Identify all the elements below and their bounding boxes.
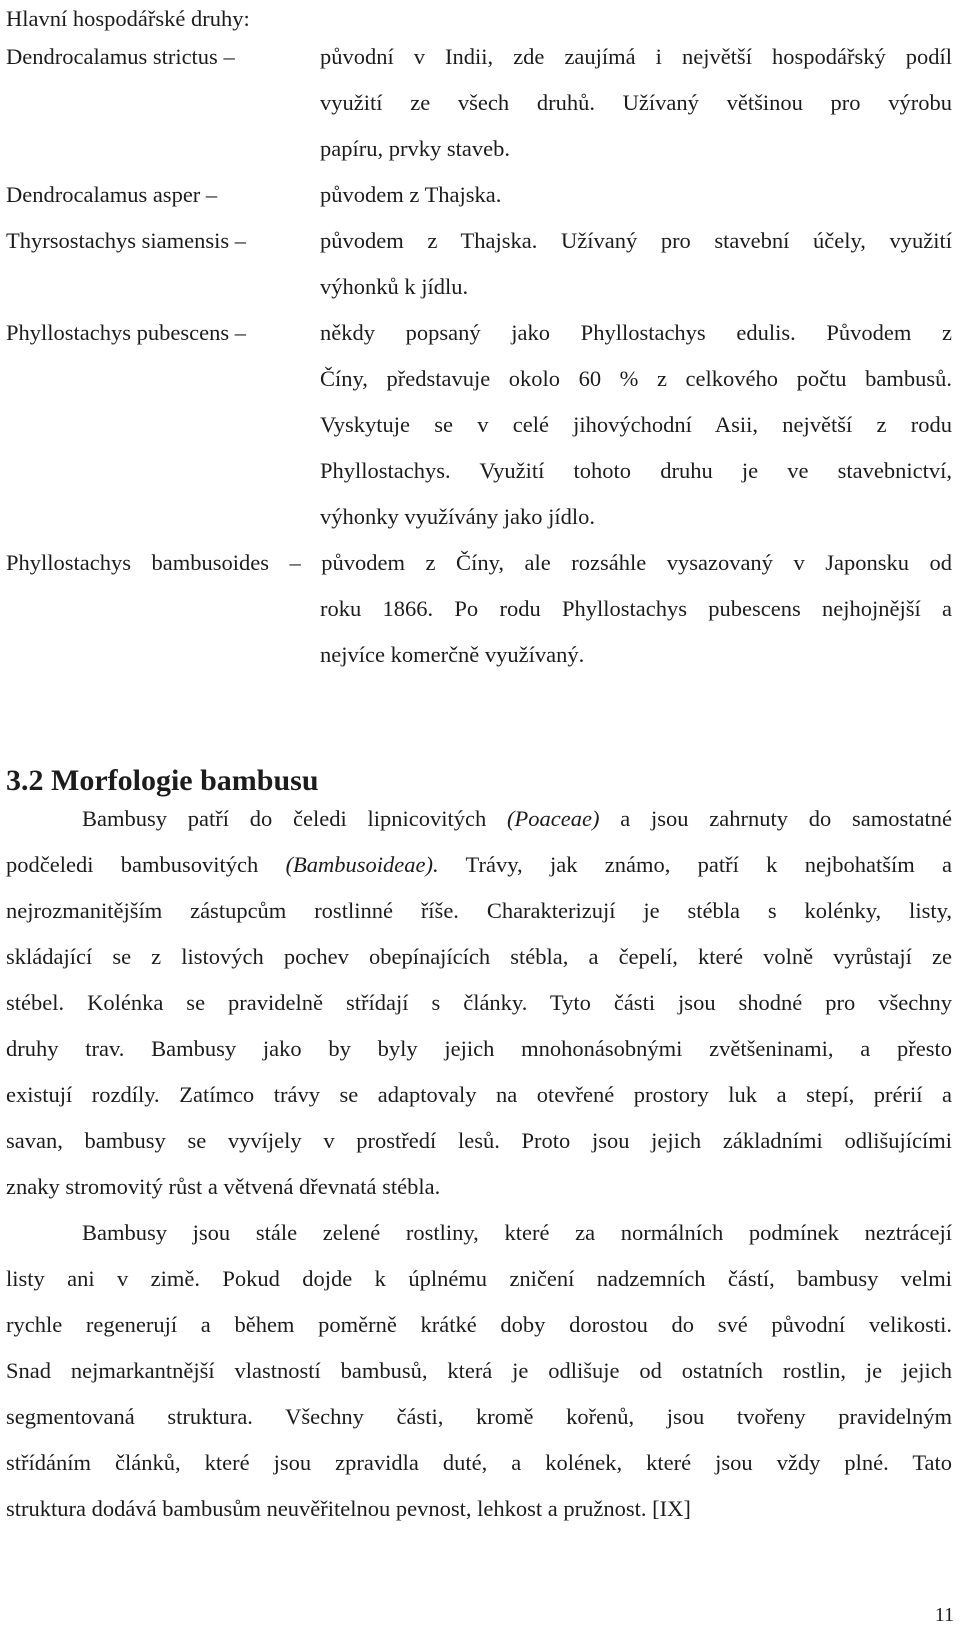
species-description-line: Číny, představuje okolo 60 % z celkového počtu bambusů. <box>320 366 952 391</box>
species-name: Thyrsostachys siamensis – <box>6 228 246 253</box>
section-heading: 3.2 Morfologie bambusu <box>6 764 319 797</box>
species-name: Dendrocalamus asper – <box>6 182 218 207</box>
text-run: a jsou zahrnuty do samostatné <box>599 806 952 831</box>
species-name-with-description: Phyllostachys bambusoides – původem z Číny, ale rozsáhle vysazovaný v Japonsku od <box>6 550 952 575</box>
species-description-line: původní v Indii, zde zaujímá i největší hospodářský podíl <box>320 44 952 69</box>
text-run: podčeledi bambusovitých <box>6 852 286 877</box>
paragraph-line: nejrozmanitějším zástupcům rostlinné říše. Charakterizují je stébla s kolénky, listy, <box>6 898 952 923</box>
species-description-line: nejvíce komerčně využívaný. <box>320 642 585 667</box>
list-heading: Hlavní hospodářské druhy: <box>6 6 250 31</box>
paragraph-line <box>82 806 952 832</box>
species-name: Phyllostachys pubescens – <box>6 320 246 345</box>
paragraph-line: savan, bambusy se vyvíjely v prostředí lesů. Proto jsou jejich základními odlišujícími <box>6 1128 952 1153</box>
species-description-line: roku 1866. Po rodu Phyllostachys pubescens nejhojnější a <box>320 596 952 621</box>
text-run: Trávy, jak známo, patří k nejbohatším a <box>438 852 952 877</box>
species-description-line: někdy popsaný jako Phyllostachys edulis. Původem z <box>320 320 952 345</box>
paragraph-line: Bambusy jsou stále zelené rostliny, které za normálních podmínek neztrácejí <box>82 1220 952 1245</box>
species-description-line: výhonků k jídlu. <box>320 274 469 299</box>
paragraph-line: segmentovaná struktura. Všechny části, kromě kořenů, jsou tvořeny pravidelným <box>6 1404 952 1429</box>
italic-term: (Bambusoideae). <box>285 852 439 877</box>
species-name: Dendrocalamus strictus – <box>6 44 235 69</box>
species-description-line: využití ze všech druhů. Užívaný většinou pro výrobu <box>320 90 952 115</box>
paragraph-line: druhy trav. Bambusy jako by byly jejich mnohonásobnými zvětšeninami, a přesto <box>6 1036 952 1061</box>
paragraph-line: stébel. Kolénka se pravidelně střídají s články. Tyto části jsou shodné pro všechny <box>6 990 952 1015</box>
species-description-line: původem z Thajska. <box>320 182 502 207</box>
species-description-line: výhonky využívány jako jídlo. <box>320 504 595 529</box>
paragraph-line: existují rozdíly. Zatímco trávy se adaptovaly na otevřené prostory luk a stepí, prérií a <box>6 1082 952 1107</box>
paragraph-line: střídáním článků, které jsou zpravidla duté, a kolének, které jsou vždy plné. Tato <box>6 1450 952 1475</box>
paragraph-line: znaky stromovitý růst a větvená dřevnatá stébla. <box>6 1174 441 1199</box>
paragraph-line: skládající se z listových pochev obepínajících stébla, a čepelí, které volně vyrůstají ze <box>6 944 952 969</box>
species-description-line: Vyskytuje se v celé jihovýchodní Asii, největší z rodu <box>320 412 952 437</box>
paragraph-line: struktura dodává bambusům neuvěřitelnou pevnost, lehkost a pružnost. [IX] <box>6 1496 691 1521</box>
species-description-line: Phyllostachys. Využití tohoto druhu je ve stavebnictví, <box>320 458 952 483</box>
paragraph-line: Snad nejmarkantnější vlastností bambusů, která je odlišuje od ostatních rostlin, je jejich <box>6 1358 952 1383</box>
text-run: Bambusy patří do čeledi lipnicovitých <box>82 806 508 831</box>
paragraph-line: rychle regenerují a během poměrně krátké doby dorostou do své původní velikosti. <box>6 1312 952 1337</box>
species-description-line: papíru, prvky staveb. <box>320 136 510 161</box>
page-number: 11 <box>934 1604 954 1626</box>
species-description-line: původem z Thajska. Užívaný pro stavební účely, využití <box>320 228 952 253</box>
paragraph-line: listy ani v zimě. Pokud dojde k úplnému zničení nadzemních částí, bambusy velmi <box>6 1266 952 1291</box>
paragraph-line <box>6 852 952 878</box>
italic-term: (Poaceae) <box>507 806 600 831</box>
